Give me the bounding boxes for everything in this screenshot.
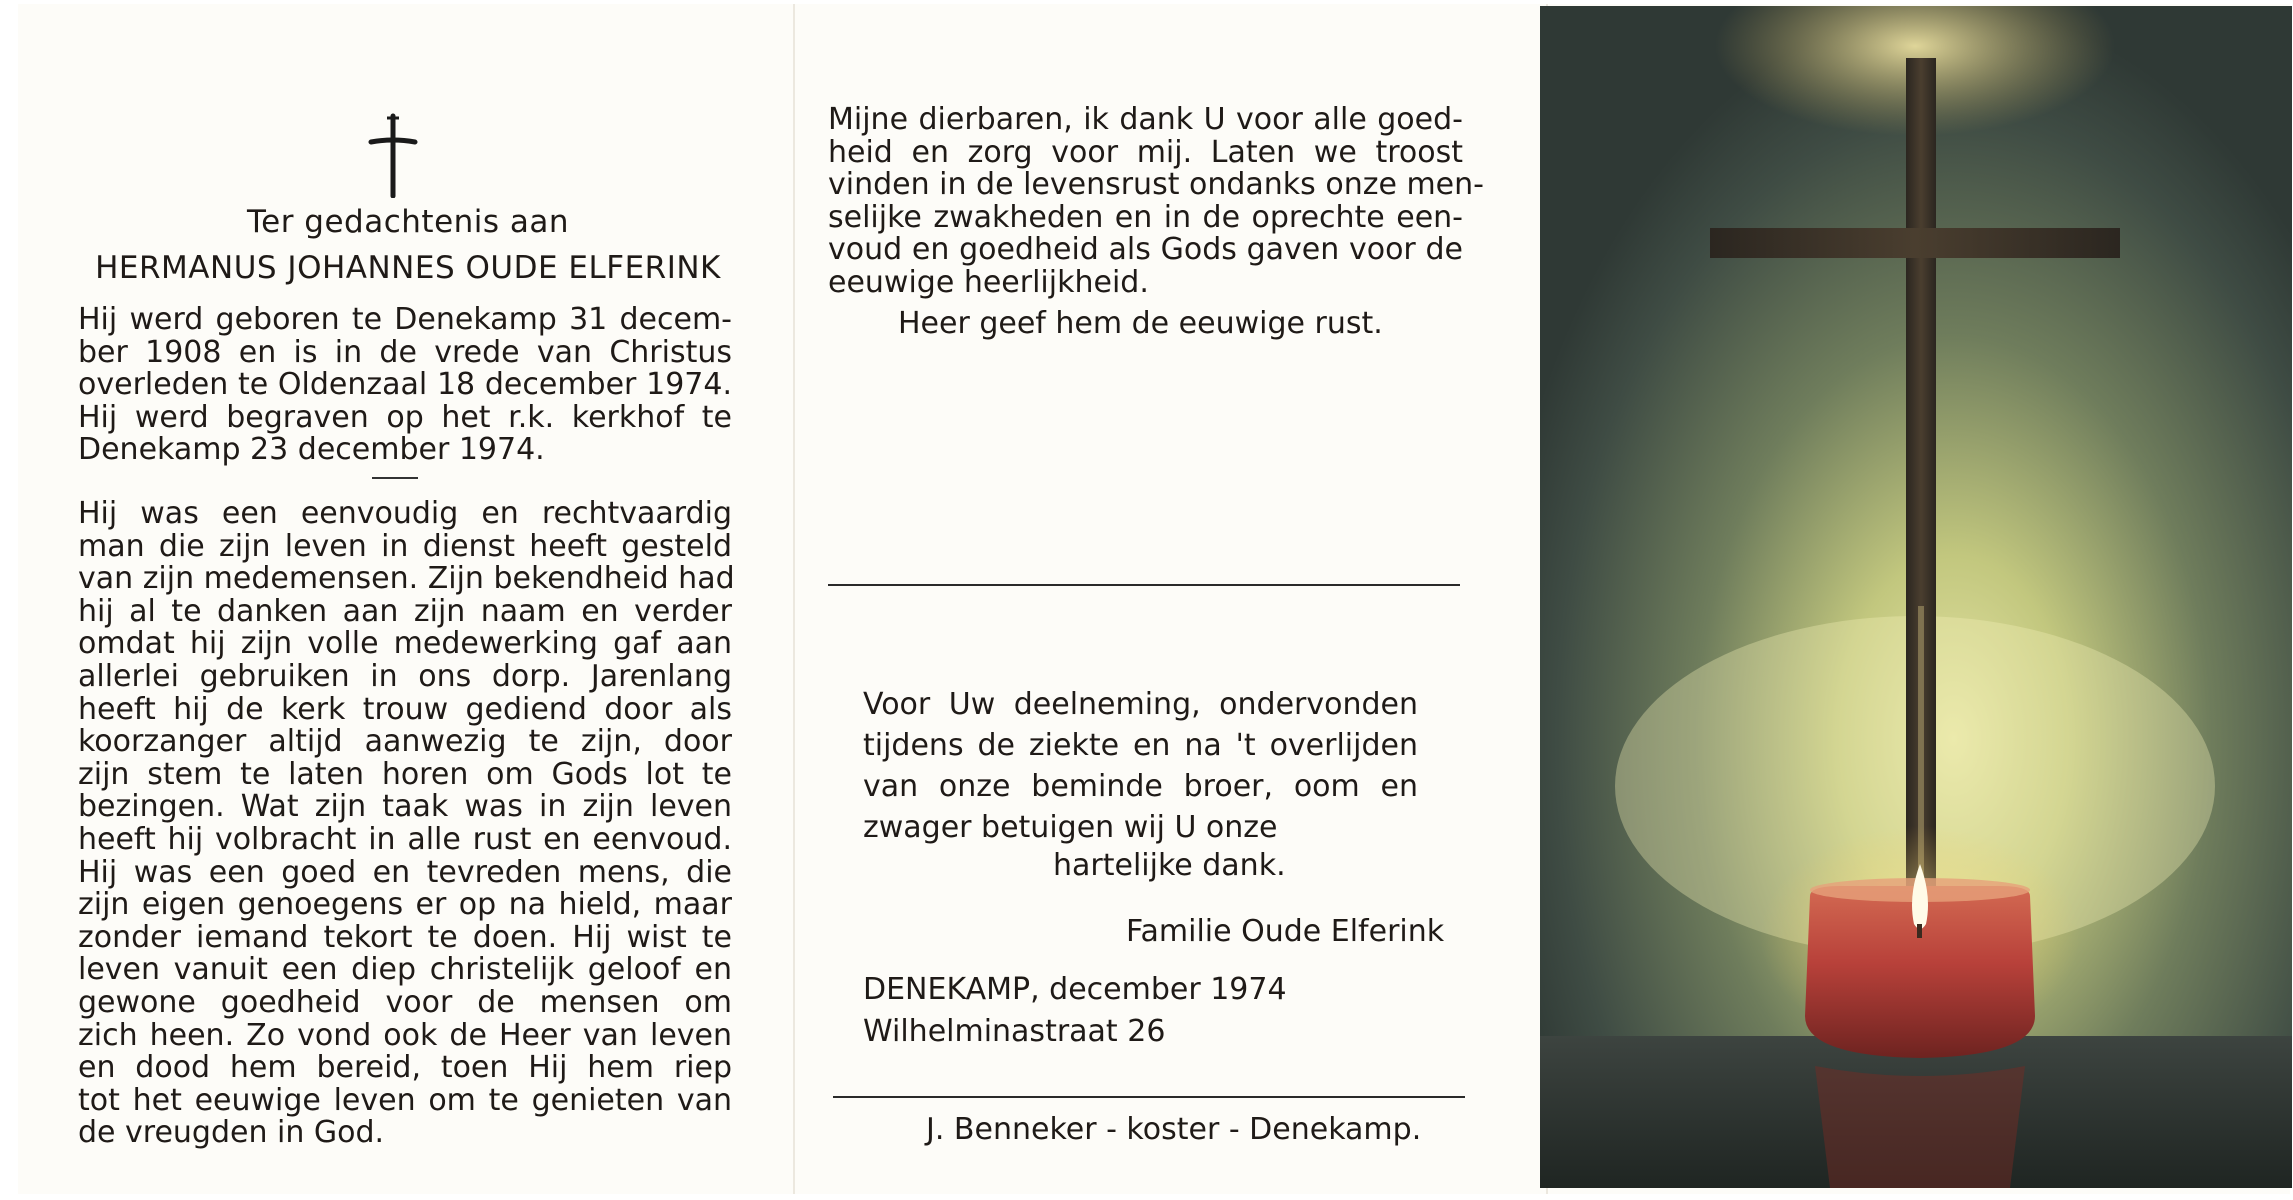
text-line: heeft hij de kerk trouw gediend door als — [78, 691, 732, 727]
text-line: man die zijn leven in dienst heeft gesteld — [78, 528, 732, 564]
text-line: van zijn medemensen. Zijn bekendheid had — [78, 561, 735, 597]
text-line: vinden in de levensrust ondanks onze men- — [828, 167, 1484, 203]
text-line: tijdens de ziekte en na 't overlijden — [863, 728, 1418, 763]
text-line: van onze beminde broer, oom en — [863, 769, 1418, 804]
deceased-name: HERMANUS JOHANNES OUDE ELFERINK — [95, 250, 721, 286]
text-line: Hij was een eenvoudig en rechtvaardig — [78, 496, 732, 531]
text-line: en dood hem bereid, toen Hij hem riep — [78, 1050, 732, 1086]
text-line: zich heen. Zo vond ook de Heer van leven — [78, 1017, 732, 1053]
prayer: Heer geef hem de eeuwige rust. — [898, 306, 1383, 341]
divider — [828, 584, 1460, 586]
text-line: heeft hij volbracht in alle rust en eenvoud. — [78, 821, 732, 857]
address: Wilhelminastraat 26 — [863, 1014, 1166, 1049]
text-line: Denekamp 23 december 1974. — [78, 432, 545, 468]
place-date: DENEKAMP, december 1974 — [863, 972, 1287, 1007]
biography — [78, 496, 735, 1151]
family-signature: Familie Oude Elferink — [1126, 914, 1445, 949]
fold-line — [793, 4, 795, 1194]
thanks-closing: hartelijke dank. — [1053, 848, 1286, 883]
text-line: zwager betuigen wij U onze — [863, 810, 1278, 845]
intro-line: Ter gedachtenis aan — [246, 204, 570, 240]
thanks-text — [863, 684, 1418, 848]
text-line: tot het eeuwige leven om te genieten van — [78, 1082, 732, 1118]
left-panel — [18, 4, 778, 1194]
text-line: leven vanuit een diep christelijk geloof en — [78, 952, 732, 988]
text-line: zijn stem te laten horen om Gods lot te — [78, 756, 732, 792]
divider — [372, 477, 418, 479]
text-line: de vreugden in God. — [78, 1115, 385, 1151]
text-line: overleden te Oldenzaal 18 december 1974. — [78, 367, 732, 403]
candle-cross-photo — [1540, 6, 2292, 1188]
text-line: Hij was een goed en tevreden mens, die — [78, 854, 732, 890]
text-line: Hij werd geboren te Denekamp 31 decem- — [78, 302, 732, 337]
text-line: omdat hij zijn volle medewerking gaf aan — [78, 626, 732, 662]
text-line: eeuwige heerlijkheid. — [828, 264, 1149, 300]
printer-credit: J. Benneker - koster - Denekamp. — [926, 1112, 1422, 1147]
text-line: bezingen. Wat zijn taak was in zijn leven — [78, 789, 732, 825]
text-line: Hij werd begraven op het r.k. kerkhof te — [78, 399, 732, 435]
middle-panel — [808, 4, 1538, 1194]
text-line: Voor Uw deelneming, ondervonden — [863, 687, 1418, 722]
divider — [833, 1096, 1465, 1098]
text-line: Mijne dierbaren, ik dank U voor alle goed- — [828, 102, 1463, 137]
text-line: allerlei gebruiken in ons dorp. Jarenlang — [78, 658, 732, 694]
text-line: zonder iemand tekort te doen. Hij wist te — [78, 919, 732, 955]
text-line: zijn eigen genoegens er op na hield, maar — [78, 887, 732, 923]
text-line: voud en goedheid als Gods gaven voor de — [828, 232, 1463, 268]
farewell-text — [828, 102, 1484, 300]
text-line: selijke zwakheden en in de oprechte een- — [828, 199, 1463, 235]
text-line: ber 1908 en is in de vrede van Christus — [78, 334, 732, 370]
text-line: gewone goedheid voor de mensen om — [78, 984, 732, 1020]
text-line: hij al te danken aan zijn naam en verder — [78, 593, 732, 629]
life-facts — [78, 304, 732, 467]
cross-icon — [363, 112, 423, 198]
text-line: koorzanger altijd aanwezig te zijn, door — [78, 724, 732, 760]
photo-illustration — [1540, 6, 2292, 1188]
text-line: heid en zorg voor mij. Laten we troost — [828, 134, 1463, 170]
